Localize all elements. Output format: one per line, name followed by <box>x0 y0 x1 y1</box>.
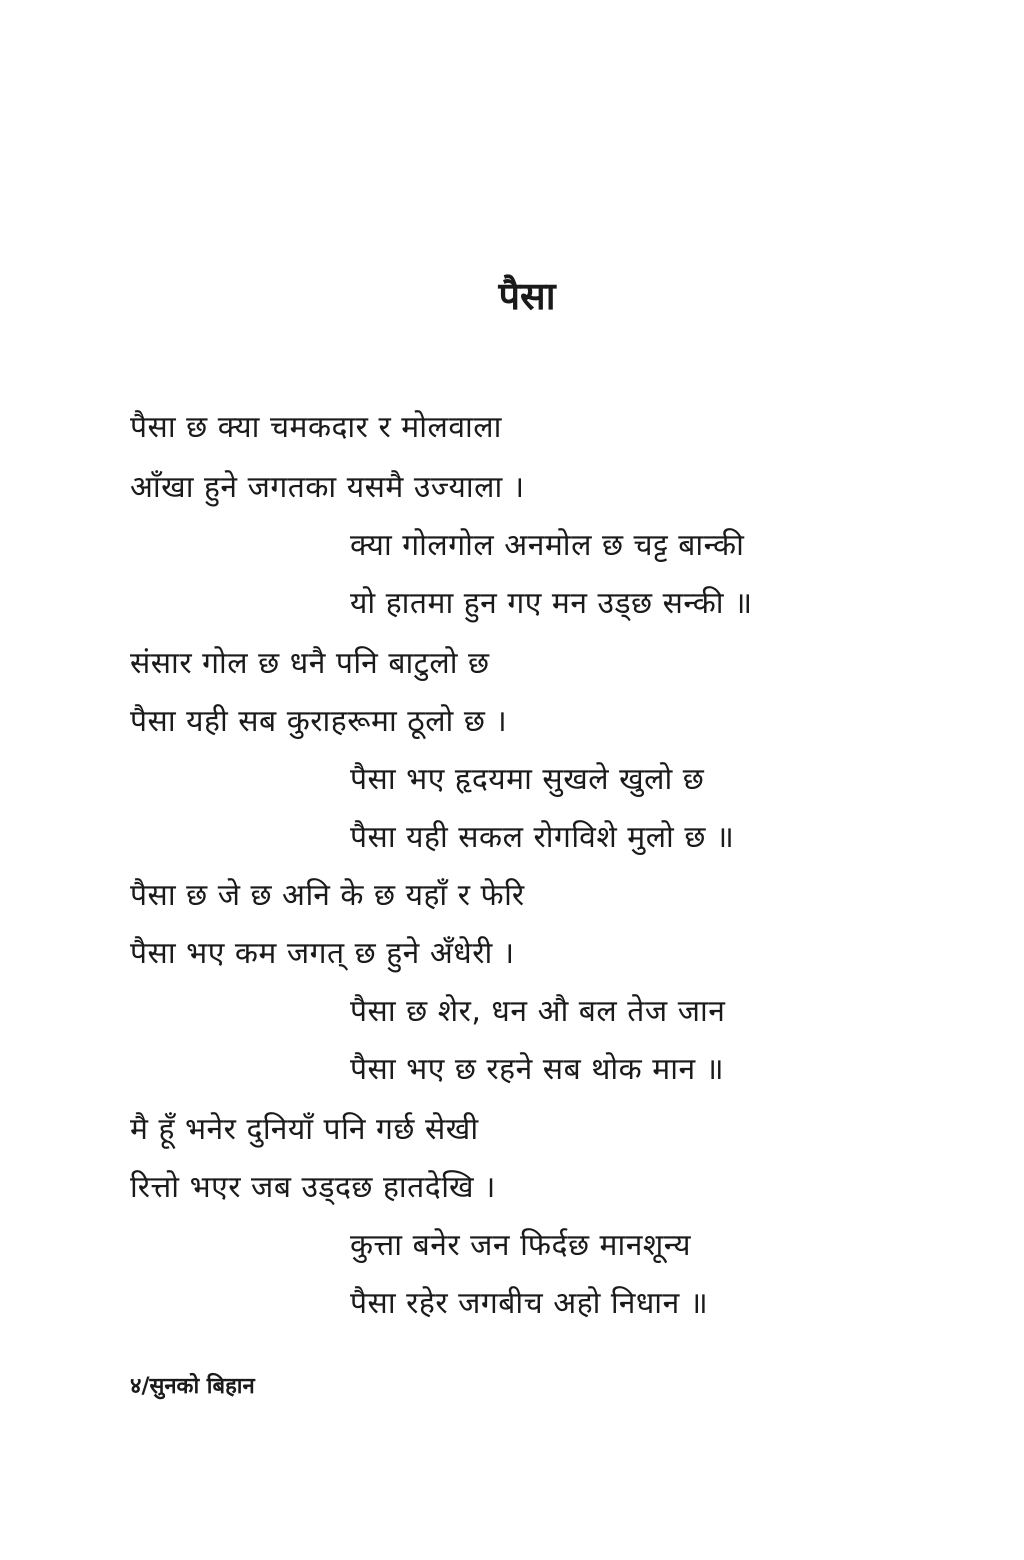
poem-line: पैसा छ जे छ अनि के छ यहाँ र फेरि <box>130 878 525 913</box>
poem-line: कुत्ता बनेर जन फिर्दछ मानशून्य <box>350 1228 692 1263</box>
poem-line: आँखा हुने जगतका यसमै उज्याला । <box>130 470 525 505</box>
poem-line: मै हूँ भनेर दुनियाँ पनि गर्छ सेखी <box>130 1112 479 1147</box>
poem-line: पैसा छ शेर, धन औ बल तेज जान <box>350 994 726 1029</box>
poem-line: संसार गोल छ धनै पनि बाटुलो छ <box>130 646 490 681</box>
poem-line: यो हातमा हुन गए मन उड्छ सन्की ॥ <box>350 586 753 621</box>
poem-line: पैसा छ क्या चमकदार र मोलवाला <box>130 410 502 445</box>
poem-title: पैसा <box>498 274 556 318</box>
page-footer: ४/सुनको बिहान <box>130 1374 255 1399</box>
poem-line: रित्तो भएर जब उड्दछ हातदेखि । <box>130 1170 496 1205</box>
poem-line: पैसा रहेर जगबीच अहो निधान ॥ <box>350 1286 709 1321</box>
poem-line: क्या गोलगोल अनमोल छ चट्ट बान्की <box>350 528 745 563</box>
poem-line: पैसा यही सकल रोगविशे मुलो छ ॥ <box>350 820 735 855</box>
poem-line: पैसा भए छ रहने सब थोक मान ॥ <box>350 1052 725 1087</box>
poem-line: पैसा यही सब कुराहरूमा ठूलो छ । <box>130 704 508 739</box>
poem-line: पैसा भए हृदयमा सुखले खुलो छ <box>350 762 705 797</box>
poem-line: पैसा भए कम जगत् छ हुने अँधेरी । <box>130 936 515 971</box>
